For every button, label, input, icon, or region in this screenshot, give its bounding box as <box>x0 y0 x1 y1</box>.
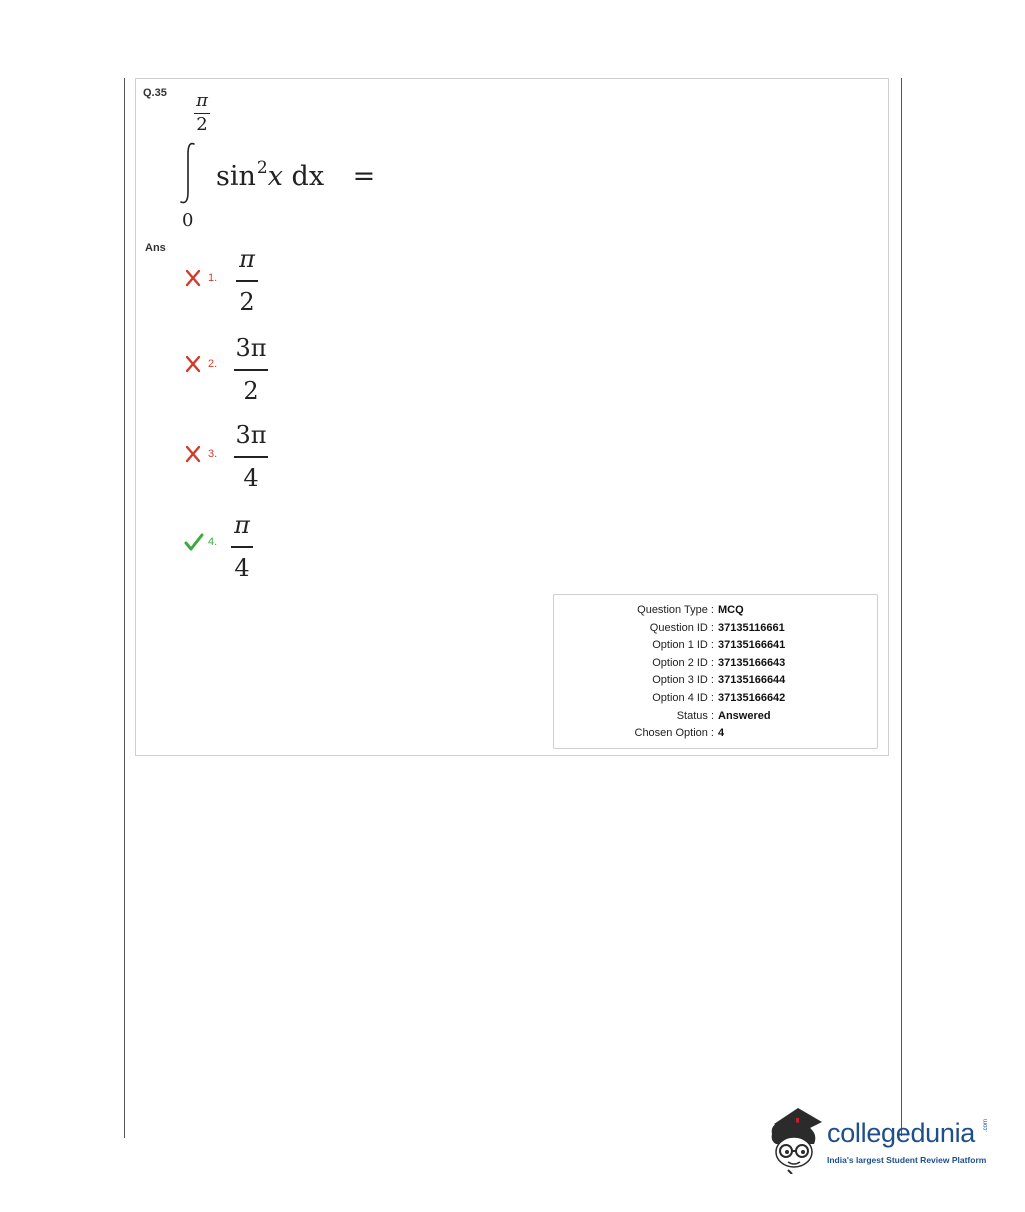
upper-limit-numerator: π <box>196 90 208 111</box>
option-fraction <box>234 336 268 403</box>
info-label: Option 3 ID : <box>652 674 714 686</box>
wrong-cross-icon <box>184 445 202 463</box>
option-numerator: 3π <box>235 421 267 449</box>
option-denominator: 4 <box>234 554 250 582</box>
correct-check-icon <box>184 532 204 552</box>
option-1 <box>184 243 304 323</box>
option-number: 4. <box>208 536 218 548</box>
integrand-power: 2 <box>256 158 268 178</box>
info-row-question-id <box>553 621 878 635</box>
info-value: Answered <box>718 710 771 722</box>
answers-label: Ans <box>145 242 166 254</box>
info-value: MCQ <box>718 604 744 616</box>
option-denominator: 2 <box>243 377 259 405</box>
integrand-function: sin <box>216 161 256 192</box>
info-value: 37135116661 <box>718 622 785 634</box>
info-value: 37135166642 <box>718 692 786 704</box>
info-row-option-2-id <box>553 656 878 670</box>
info-label: Option 1 ID : <box>652 639 714 651</box>
info-value: 37135166641 <box>718 639 786 651</box>
equals-sign: = <box>352 161 376 192</box>
info-label: Question Type : <box>637 604 714 616</box>
option-numerator: 3π <box>235 334 267 362</box>
option-4 <box>184 510 304 590</box>
option-3 <box>184 422 304 502</box>
info-value: 37135166644 <box>718 674 786 686</box>
wrong-cross-icon <box>184 355 202 373</box>
info-row-question-type <box>553 603 878 617</box>
info-row-option-1-id <box>553 638 878 652</box>
info-label: Chosen Option : <box>634 727 714 739</box>
brand-suffix: .com <box>983 1118 989 1132</box>
option-numerator: π <box>239 245 255 273</box>
integrand-variable: x <box>267 161 283 192</box>
option-numerator: π <box>234 511 250 539</box>
info-row-chosen-option <box>553 726 878 740</box>
info-label: Option 4 ID : <box>652 692 714 704</box>
brand-tagline: India's largest Student Review Platform <box>827 1155 987 1165</box>
info-row-option-3-id <box>553 673 878 687</box>
question-integral <box>170 92 390 232</box>
option-2 <box>184 333 304 413</box>
integrand <box>216 158 375 192</box>
page-left-rule <box>124 78 125 1138</box>
page-right-rule <box>901 78 902 1136</box>
upper-limit-denominator: 2 <box>196 114 208 135</box>
integral-sign-icon <box>177 140 199 206</box>
info-label: Status : <box>676 710 714 722</box>
option-fraction <box>234 423 268 490</box>
option-number: 1. <box>208 272 218 284</box>
option-number: 3. <box>208 448 218 460</box>
info-row-status <box>553 709 878 723</box>
info-value: 4 <box>718 727 725 739</box>
info-row-option-4-id <box>553 691 878 705</box>
integral-upper-limit <box>194 92 210 134</box>
option-fraction <box>236 247 258 314</box>
option-fraction <box>231 513 253 580</box>
brand-name: collegedunia <box>827 1118 976 1148</box>
option-denominator: 4 <box>243 464 259 492</box>
info-value: 37135166643 <box>718 657 786 669</box>
question-number: Q.35 <box>143 87 167 99</box>
mascot-logo-icon <box>766 1104 826 1174</box>
integrand-differential: dx <box>291 161 325 192</box>
info-label: Question ID : <box>649 622 714 634</box>
info-label: Option 2 ID : <box>652 657 714 669</box>
option-denominator: 2 <box>239 288 255 316</box>
wrong-cross-icon <box>184 269 202 287</box>
integral-lower-limit: 0 <box>182 210 194 231</box>
collegedunia-brand <box>766 1104 1006 1176</box>
option-number: 2. <box>208 358 218 370</box>
